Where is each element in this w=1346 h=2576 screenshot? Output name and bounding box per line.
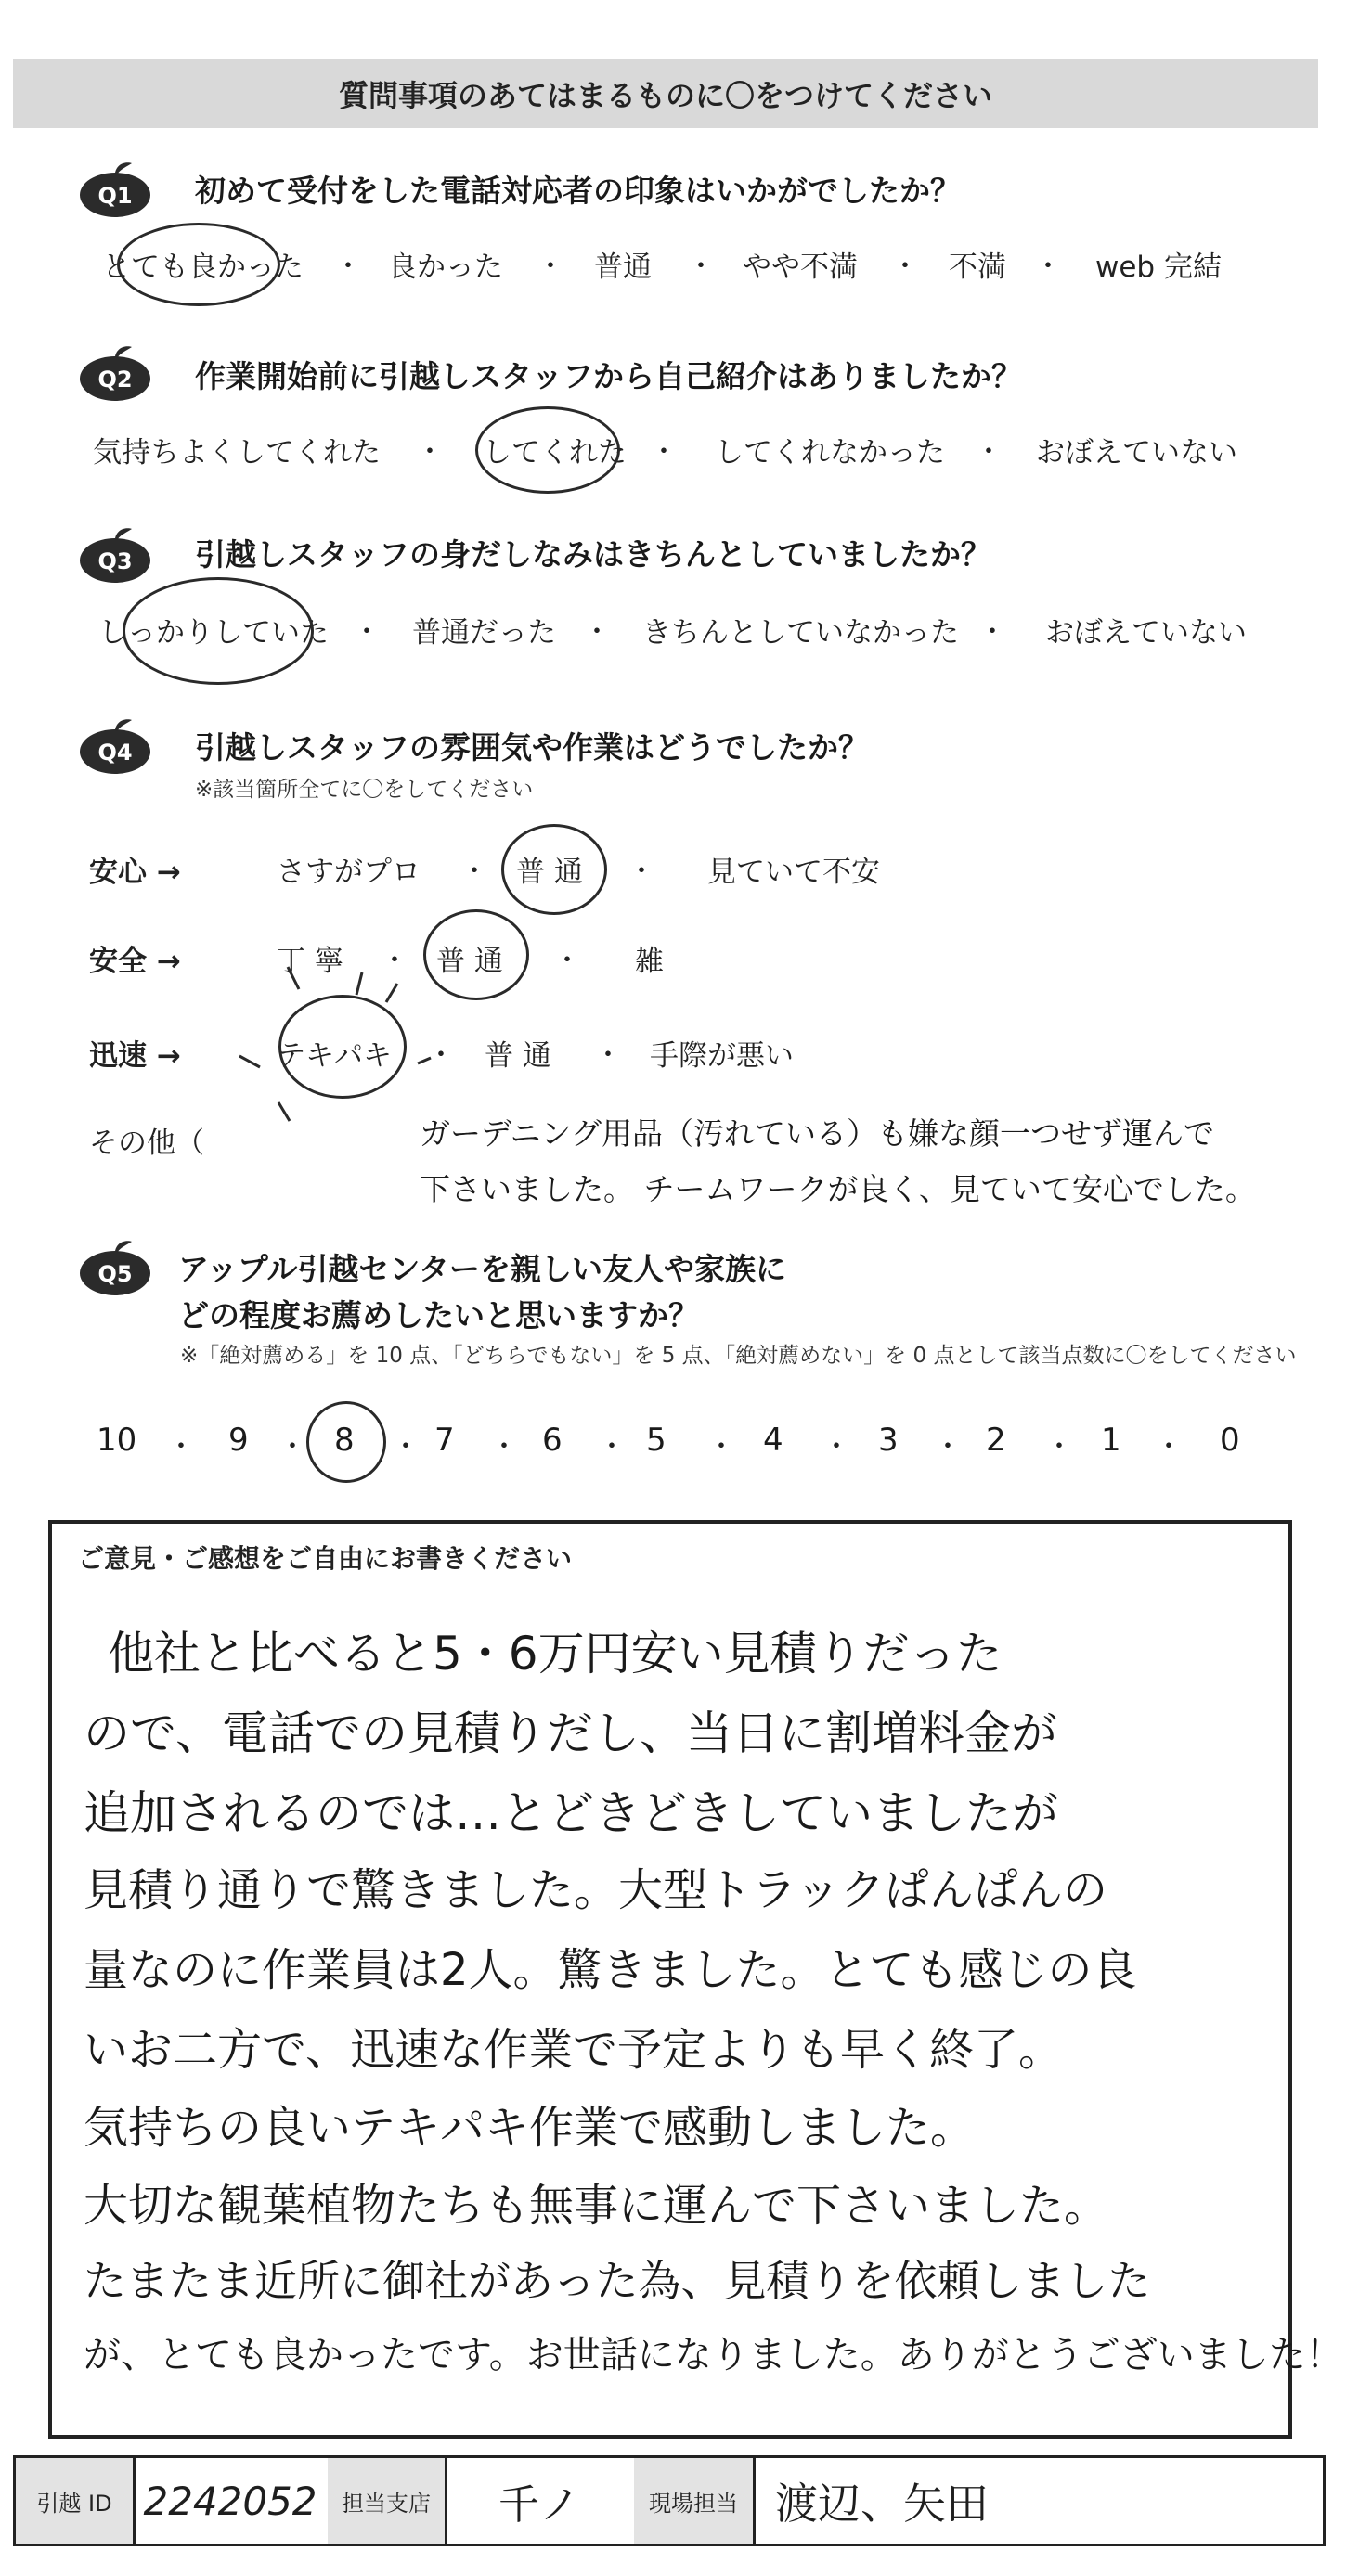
q4-badge-icon [74,716,156,776]
emphasis-strokes [232,956,446,1132]
q5-selection-circle [306,1401,386,1483]
score-option-6[interactable]: 6 [542,1422,563,1459]
comment-line-9: たまたま近所に御社があった為、見積りを依頼しました [84,2256,1151,2306]
score-option-3[interactable]: 3 [878,1422,899,1459]
q1-option-4[interactable]: やや不満 [743,251,858,284]
separator-dot: ・ [1155,1431,1183,1463]
footer-table [13,2455,1326,2546]
q3-badge-label: Q3 [97,548,133,574]
q3-option-4[interactable]: おぼえていない [1045,616,1247,650]
separator-dot: ・ [598,1431,626,1463]
q1-selection-circle [117,223,280,306]
q5-title-line-1: アップル引越センターを親しい友人や家族に [178,1251,787,1287]
q1-option-3[interactable]: 普通 [594,251,652,284]
separator-dot: ・ [537,251,564,283]
q4-other-text-line-2: 下さいました。 チームワークが良く、見ていて安心でした。 [420,1171,1256,1207]
q4-row2-option-1[interactable]: 丁 寧 [277,945,343,978]
q4-other-text-line-1: ガーデニング用品（汚れている）も嫌な顔一つせず運んで [420,1115,1215,1152]
moving-id-value: 2242052 [133,2458,330,2544]
q3-option-2[interactable]: 普通だった [412,616,556,650]
q4-row3-option-2[interactable]: 普 通 [485,1039,551,1073]
q4-row3-option-1[interactable]: テキパキ [277,1039,392,1073]
score-option-0[interactable]: 0 [1220,1422,1240,1459]
q4-row-label-anzen: 安全 → [89,945,181,978]
comment-box [48,1520,1343,2439]
score-option-8[interactable]: 8 [334,1422,355,1459]
q5-badge-icon [74,1238,156,1297]
field-staff-label: 現場担当 [634,2458,756,2544]
q2-option-4[interactable]: おぼえていない [1036,436,1237,470]
separator-dot: ・ [460,856,488,888]
score-option-5[interactable]: 5 [646,1422,667,1459]
separator-dot: ・ [822,1431,850,1463]
separator-dot: ・ [427,1039,455,1072]
q3-selection-circle [123,577,314,685]
field-staff-value: 渡辺、矢田 [775,2479,989,2529]
separator-dot: ・ [416,436,444,469]
separator-dot: ・ [1045,1431,1073,1463]
q4-badge-label: Q4 [97,740,133,766]
comment-line-3: 追加されるのでは…とどきどきしていましたが [84,1786,1058,1840]
q1-title: 初めて受付をした電話対応者の印象はいかがでしたか？ [195,173,961,209]
q2-option-2[interactable]: してくれた [483,436,627,470]
separator-dot: ・ [353,616,381,649]
separator-dot: ・ [978,616,1006,649]
separator-dot: ・ [583,616,611,649]
separator-dot: ・ [553,945,581,977]
score-option-1[interactable]: 1 [1101,1422,1121,1459]
q4-title: 引越しスタッフの雰囲気や作業はどうでしたか？ [195,729,869,766]
separator-dot: ・ [490,1431,518,1463]
moving-id-label: 引越 ID [16,2458,136,2544]
branch-label: 担当支店 [328,2458,447,2544]
q4-other-label: その他（ [89,1127,204,1160]
separator-dot: ・ [707,1431,735,1463]
q3-option-3[interactable]: きちんとしていなかった [642,616,959,650]
comment-box-label: ご意見・ご感想をご自由にお書きください [78,1543,573,1574]
q1-badge-label: Q1 [97,183,133,209]
q5-score-scale [97,1416,1257,1472]
q4-row1-option-3[interactable]: 見ていて不安 [707,856,880,889]
q4-row-label-anshin: 安心 → [89,856,181,889]
q5-badge-label: Q5 [97,1261,133,1287]
comment-line-7: 気持ちの良いテキパキ作業で感動しました。 [84,2102,976,2154]
q1-option-6[interactable]: web 完結 [1095,251,1222,284]
separator-dot: ・ [934,1431,962,1463]
q1-badge-icon [74,160,156,219]
separator-dot: ・ [650,436,678,469]
q4-row1-option-1[interactable]: さすがプロ [277,856,421,889]
separator-dot: ・ [628,856,655,888]
q2-badge-label: Q2 [97,367,133,393]
separator-dot: ・ [167,1431,195,1463]
q2-badge-icon [74,343,156,403]
q2-option-3[interactable]: してくれなかった [715,436,945,470]
separator-dot: ・ [687,251,715,283]
score-option-7[interactable]: 7 [434,1422,455,1459]
comment-line-1: 他社と比べると5・6万円安い見積りだった [108,1627,1003,1681]
q5-title-line-2: どの程度お薦めしたいと思いますか？ [178,1297,699,1333]
q3-badge-icon [74,525,156,585]
separator-dot: ・ [594,1039,622,1072]
comment-line-6: いお二方で、迅速な作業で予定よりも早く終了。 [84,2024,1064,2076]
separator-dot: ・ [392,1431,420,1463]
comment-line-2: ので、電話での見積りだし、当日に割増料金が [84,1707,1057,1760]
q1-option-1[interactable]: とても良かった [102,251,304,284]
q4-note: ※該当箇所全てに〇をしてください [195,778,534,802]
q3-title: 引越しスタッフの身だしなみはきちんとしていましたか？ [195,536,991,573]
header-title: 質問事項のあてはまるものに〇をつけてください [338,78,992,113]
comment-line-4: 見積り通りで驚きました。大型トラックぱんぱんの [84,1864,1108,1916]
score-option-9[interactable]: 9 [228,1422,249,1459]
comment-line-10: が、とても良かったです。お世話になりました。ありがとうございました！ [84,2334,1343,2376]
separator-dot: ・ [334,251,362,283]
q2-selection-circle [475,406,620,494]
separator-dot: ・ [381,945,408,977]
q4-row1-option-2[interactable]: 普 通 [516,856,583,889]
q2-option-1[interactable]: 気持ちよくしてくれた [93,436,381,470]
q4-row3-option-3[interactable]: 手際が悪い [650,1039,794,1073]
branch-value: 千ノ [445,2458,637,2544]
separator-dot: ・ [1034,251,1062,283]
q4-row-label-jinsoku: 迅速 → [89,1039,181,1073]
q4-row2-option-3[interactable]: 雑 [635,945,664,978]
q2-title: 作業開始前に引越しスタッフから自己紹介はありましたか？ [195,358,1022,394]
q3-option-1[interactable]: しっかりしていた [98,616,329,650]
q1-option-2[interactable]: 良かった [388,251,503,284]
q5-note: ※「絶対薦める」を 10 点、「どちらでもない」を 5 点、「絶対薦めない」を 0 点として該当点数に〇をしてください [180,1344,1297,1368]
comment-line-5: 量なのに作業員は2人。驚きました。とても感じの良 [84,1944,1137,1996]
separator-dot: ・ [278,1431,306,1463]
separator-dot: ・ [891,251,919,283]
score-option-10[interactable]: 10 [97,1422,137,1459]
score-option-2[interactable]: 2 [986,1422,1006,1459]
comment-line-8: 大切な観葉植物たちも無事に運んで下さいました。 [84,2180,1109,2232]
q1-option-5[interactable]: 不満 [949,251,1006,284]
score-option-4[interactable]: 4 [763,1422,783,1459]
q4-row1-selection-circle [501,824,607,915]
q4-row2-option-2[interactable]: 普 通 [436,945,503,978]
page-header [13,59,1318,128]
separator-dot: ・ [975,436,1003,469]
